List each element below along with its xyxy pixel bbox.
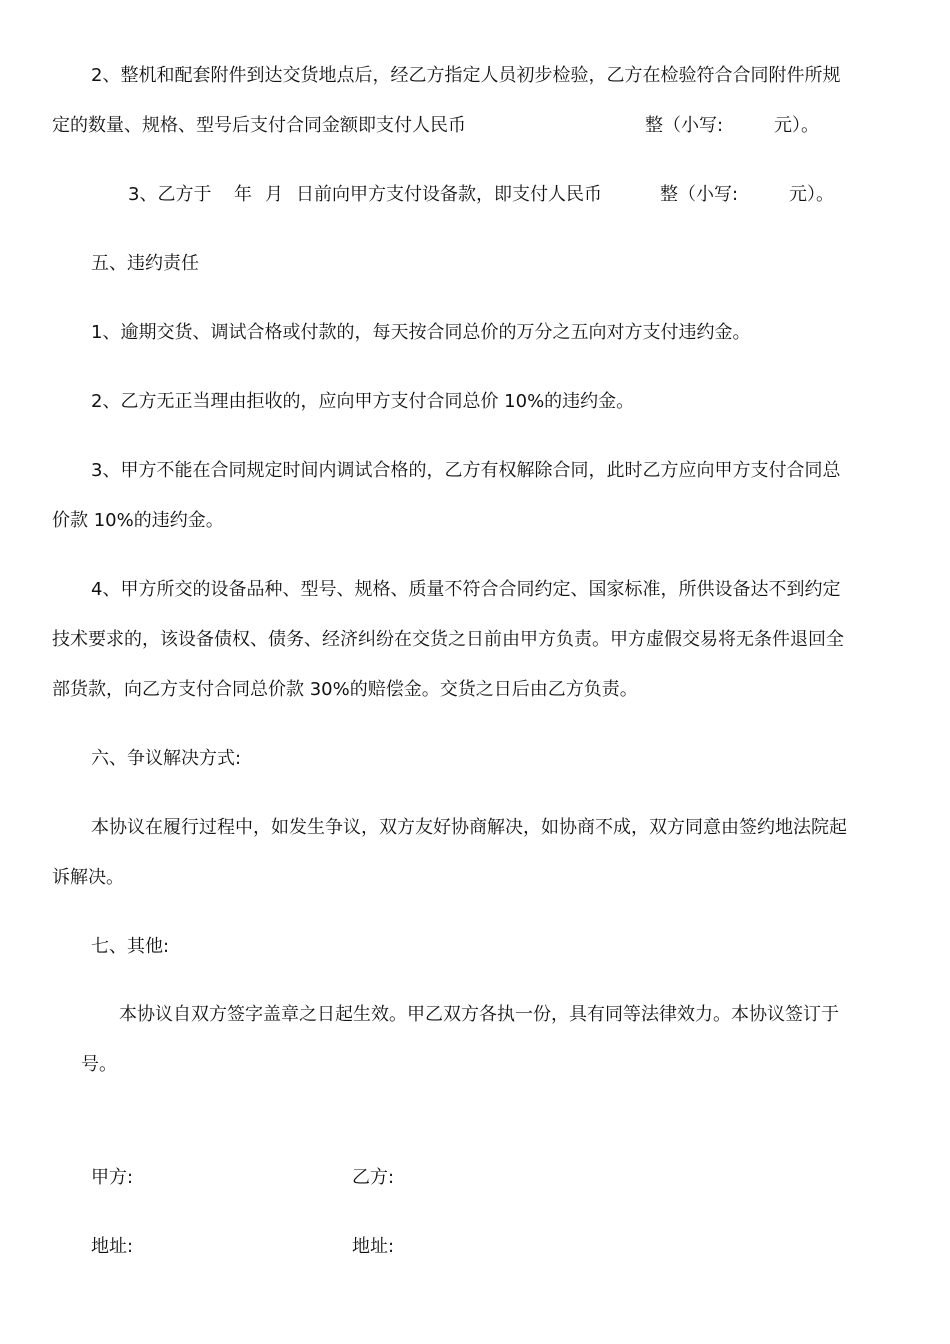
payment-clause-3-month: 月 <box>265 184 283 205</box>
payment-clause-2-amount-label: 整（小写: <box>645 115 724 136</box>
section-5-heading: 五、违约责任 <box>91 253 199 274</box>
payment-clause-3-prefix: 3、乙方于 <box>128 184 212 205</box>
breach-clause-1: 1、逾期交货、调试合格或付款的，每天按合同总价的万分之五向对方支付违约金。 <box>91 322 751 343</box>
breach-clause-4-line-2: 技术要求的，该设备债权、债务、经济纠纷在交货之日前由甲方负责。甲方虚假交易将无条件退回全 <box>52 629 844 650</box>
other-clause-line-2: 号。 <box>81 1054 117 1075</box>
dispute-clause-line-1: 本协议在履行过程中，如发生争议，双方友好协商解决，如协商不成，双方同意由签约地法院起 <box>91 817 847 838</box>
payment-clause-3-unit: 元）。 <box>789 184 834 205</box>
payment-clause-2-line-2 <box>52 114 912 138</box>
breach-clause-3-line-1: 3、甲方不能在合同规定时间内调试合格的，乙方有权解除合同，此时乙方应向甲方支付合同总 <box>91 460 841 481</box>
payment-clause-3-year: 年 <box>234 184 252 205</box>
payment-clause-2-line-1: 2、整机和配套附件到达交货地点后，经乙方指定人员初步检验，乙方在检验符合合同附件所规 <box>91 65 841 86</box>
party-a-label: 甲方: <box>91 1167 134 1188</box>
breach-clause-3-line-2: 价款 10%的违约金。 <box>52 510 224 531</box>
payment-clause-2-unit: 元）。 <box>774 115 819 136</box>
party-b-label: 乙方: <box>352 1167 395 1188</box>
dispute-clause-line-2: 诉解决。 <box>52 867 124 888</box>
breach-clause-4-line-1: 4、甲方所交的设备品种、型号、规格、质量不符合合同约定、国家标准，所供设备达不到约定 <box>91 579 841 600</box>
party-b-address-label: 地址: <box>352 1236 395 1257</box>
payment-clause-3-text: 日前向甲方支付设备款，即支付人民币 <box>296 184 602 205</box>
payment-clause-3-line <box>128 183 888 207</box>
other-clause-line-1: 本协议自双方签字盖章之日起生效。甲乙双方各执一份，具有同等法律效力。本协议签订于 <box>119 1004 839 1025</box>
payment-clause-2-text: 定的数量、规格、型号后支付合同金额即支付人民币 <box>52 115 466 136</box>
section-6-heading: 六、争议解决方式: <box>91 748 242 769</box>
party-a-address-label: 地址: <box>91 1236 134 1257</box>
section-7-heading: 七、其他: <box>91 936 170 957</box>
breach-clause-2: 2、乙方无正当理由拒收的，应向甲方支付合同总价 10%的违约金。 <box>91 391 635 412</box>
breach-clause-4-line-3: 部货款，向乙方支付合同总价款 30%的赔偿金。交货之日后由乙方负责。 <box>52 679 638 700</box>
payment-clause-3-amount-label: 整（小写: <box>660 184 739 205</box>
